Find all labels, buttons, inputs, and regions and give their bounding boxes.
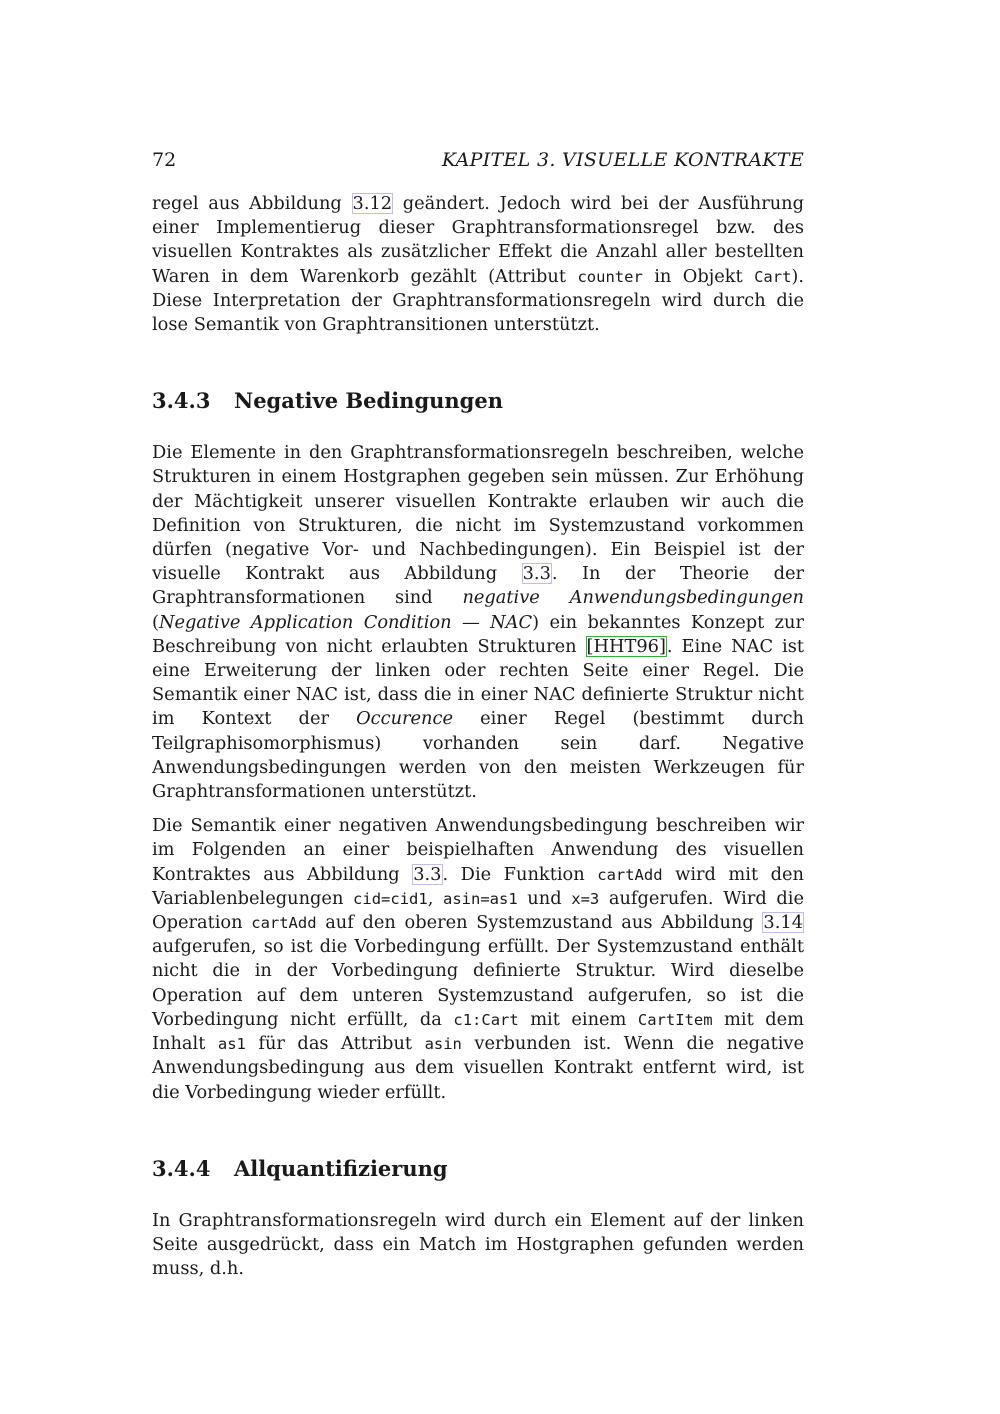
text-run: mit dem Inhalt — [152, 1008, 804, 1055]
intro-paragraph — [152, 192, 804, 337]
text-run: Die Elemente in den Graphtransformationsregeln beschreiben, welche Strukturen in einem Hostgraphen gegeben sein müssen. Zur Erhöhung der Mächtigkeit unserer visuellen Kontrakte erlauben wir auch die Definition von Strukturen, die nicht im Systemzustand vorkommen dürfen (negative Vor- und Nachbedingungen). Ein Beispiel ist der visuelle Kontrakt aus Abbildung — [152, 442, 804, 585]
code-cartadd: cartAdd — [597, 865, 663, 884]
section-title: Negative Bedingungen — [234, 388, 503, 414]
text-run: aufgerufen. Wird die Operation — [152, 887, 804, 934]
code-counter: counter — [577, 267, 643, 286]
figure-ref-link[interactable]: 3.3 — [522, 563, 551, 585]
text-run: . Eine NAC ist eine Erweiterung der linken oder rechten Seite einer Regel. Die Semantik einer NAC ist, dass die in einer NAC definierte Struktur nicht im Kontext der — [152, 635, 804, 730]
code-cartadd: cartAdd — [251, 914, 317, 933]
text-run: ( — [152, 611, 159, 633]
section-title: Allquantifizierung — [234, 1155, 448, 1181]
emphasis: Negative Application Condition — NAC — [158, 611, 533, 633]
figure-ref-link[interactable]: 3.3 — [413, 863, 442, 885]
text-run: mit einem — [518, 1008, 638, 1030]
chapter-title: KAPITEL 3. VISUELLE KONTRAKTE — [441, 149, 804, 171]
section2-paragraph-1: In Graphtransformationsregeln wird durch ein Element auf der linken Seite ausgedrückt, dass ein Match im Hostgraphen gefunden werden muss, d.h. — [152, 1209, 804, 1280]
running-header — [152, 148, 804, 172]
section-number: 3.4.4 — [152, 1155, 211, 1181]
text-run: wird mit den Variablenbelegungen — [152, 863, 805, 909]
text-run: verbunden ist. Wenn die negative Anwendungsbedingung aus dem visuellen Kontrakt entfernt wird, ist die Vorbedingung wieder erfüllt. — [152, 1033, 804, 1103]
text-run: geändert. Jedoch wird bei der Ausführung einer Implementierug dieser Graphtransformationsregel bzw. des visuellen Kontraktes als zusätzlicher Effekt die Anzahl aller bestellten Waren in dem Warenkorb gezählt (Attribut — [152, 193, 804, 287]
section-heading-allquant — [152, 1155, 804, 1183]
text-run: aufgerufen, so ist die Vorbedingung erfüllt. Der Systemzustand enthält nicht die in der Vorbedingung definierte Struktur. Wird dieselbe Operation auf dem unteren Systemzustand aufgerufen, so ist die Vorbedingung nicht erfüllt, da — [152, 936, 804, 1030]
code-asin-attr: asin — [424, 1035, 462, 1054]
figure-ref-link[interactable]: 3.14 — [763, 912, 804, 934]
emphasis: Occurence — [356, 708, 453, 730]
code-cart: Cart — [754, 267, 792, 286]
section1-paragraph-1 — [152, 441, 804, 804]
text-run: in Objekt — [642, 265, 755, 287]
text-run: ). Diese Interpretation der Graphtransformationsregeln wird durch die lose Semantik von Graphtransitionen unterstützt. — [152, 265, 805, 336]
text-run: ) ein bekanntes Konzept zur Beschreibung von nicht erlaubten Strukturen — [152, 611, 804, 657]
page — [152, 148, 804, 1281]
text-run: einer Regel (bestimmt durch Teilgraphisomorphismus) vorhanden sein darf. Negative Anwendungsbedingungen werden von den meisten Werkzeugen für Graphtransformationen unterstützt. — [152, 708, 804, 803]
page-number: 72 — [152, 149, 177, 171]
code-x: x=3 — [571, 889, 600, 908]
code-asin: asin=as1 — [443, 889, 518, 908]
text-run: auf den oberen Systemzustand aus Abbildung — [316, 912, 763, 934]
text-run: für das Attribut — [245, 1033, 425, 1055]
code-as1: as1 — [217, 1035, 246, 1054]
text-run: Die Semantik einer negativen Anwendungsbedingung beschreiben wir im Folgenden an einer beispielhaften Anwendung des visuellen Kontraktes aus Abbildung — [152, 815, 804, 885]
text-run: . Die Funktion — [442, 863, 598, 885]
text-run: . In der Theorie der Graphtransformationen sind — [152, 563, 804, 609]
text-run: und — [517, 887, 572, 909]
citation-link[interactable]: [HHT96] — [586, 635, 666, 657]
text-run: regel aus Abbildung — [152, 193, 352, 214]
figure-ref-link[interactable]: 3.12 — [352, 193, 393, 214]
emphasis: negative Anwendungsbedingungen — [462, 587, 804, 609]
code-cid: cid=cid1 — [353, 889, 428, 908]
code-c1-cart: c1:Cart — [453, 1010, 519, 1029]
section-number: 3.4.3 — [152, 388, 211, 414]
section1-paragraph-2 — [152, 814, 804, 1104]
text-run: , — [427, 887, 443, 909]
code-cartitem: CartItem — [637, 1010, 713, 1029]
section-heading-negative — [152, 387, 804, 415]
